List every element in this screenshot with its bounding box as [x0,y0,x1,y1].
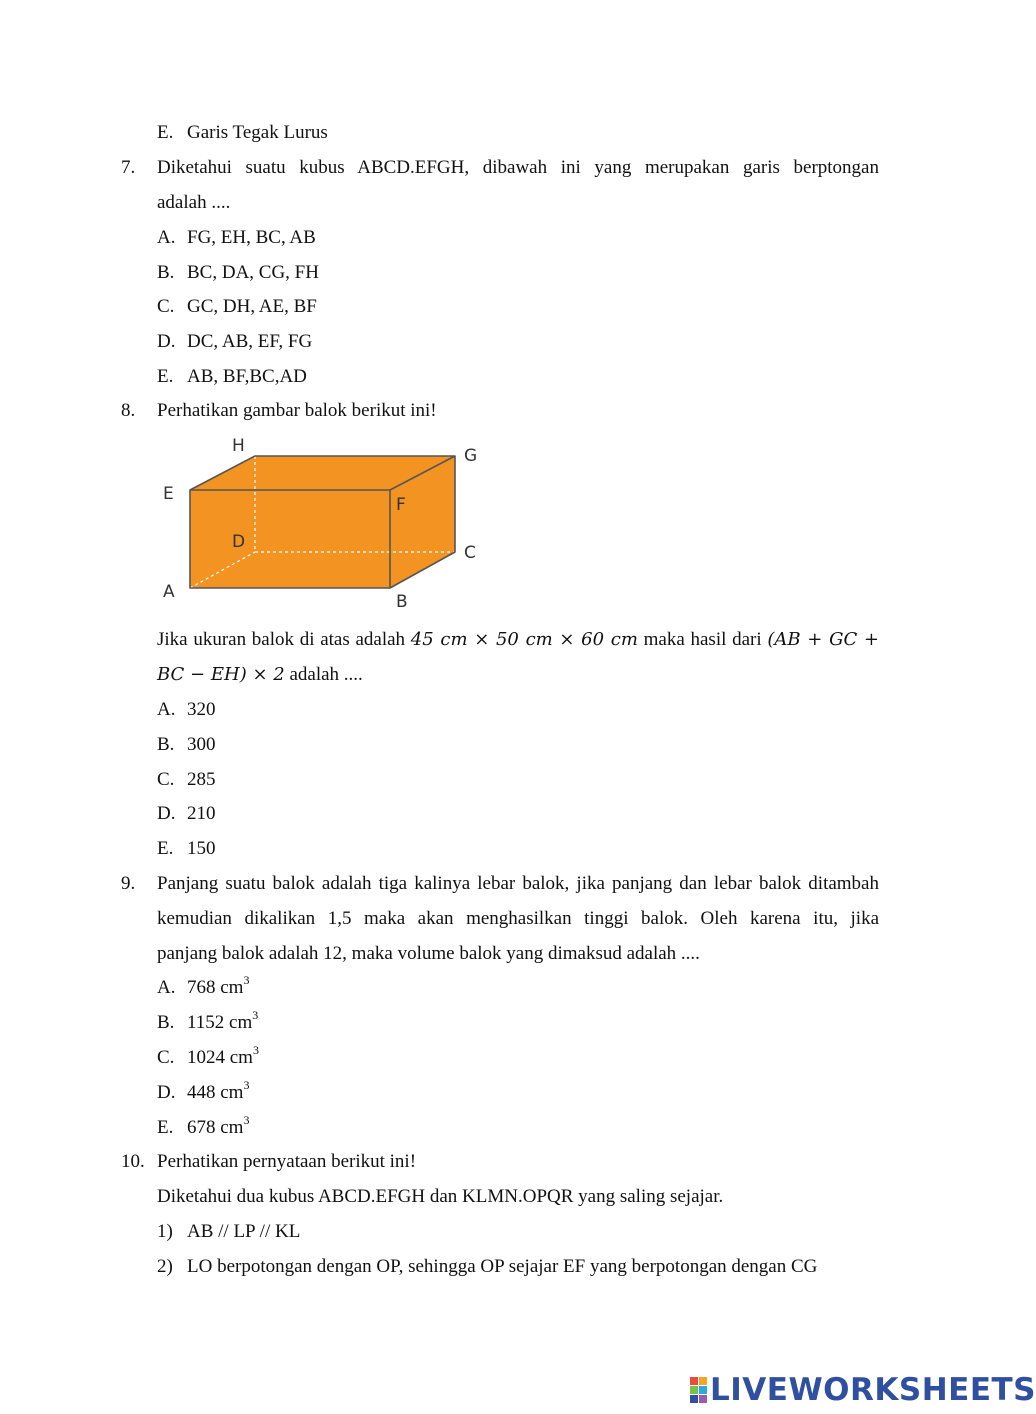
option-value: 448 [187,1082,216,1103]
option-text [187,1112,250,1140]
option-text [187,1077,250,1105]
option-label: A. [157,699,176,720]
option-label: A. [157,977,176,998]
question-number: 10. [121,1151,145,1172]
option-text [187,1007,259,1035]
option-text: 320 [187,699,216,720]
option-label: D. [157,1082,176,1103]
q8-problem-line1 [0,628,1000,652]
option-value: 1024 [187,1047,225,1068]
option-text: 150 [187,838,216,859]
option-label: E. [157,122,174,143]
q7-option-a [0,226,1000,250]
option-label: B. [157,262,175,283]
option-value: 768 [187,977,216,998]
option-value: 1152 [187,1012,225,1033]
logo-blocks-icon [690,1377,707,1403]
q9-option-b [0,1007,1000,1035]
problem-dimensions: 45 cm × 50 cm × 60 cm [410,629,638,650]
question-text: panjang balok adalah 12, maka volume balok yang dimaksud adalah .... [157,943,700,964]
statement-label: 1) [157,1221,173,1242]
option-text: AB, BF,BC,AD [187,366,307,387]
option-unit-power: 3 [243,972,250,987]
problem-text [157,663,363,687]
logo-block [690,1377,698,1385]
statement-text: LO berpotongan dengan OP, sehingga OP sejajar EF yang berpotongan dengan CG [187,1256,818,1277]
q9-stem-line2 [0,907,1000,931]
option-label: B. [157,1012,175,1033]
option-label: C. [157,1047,175,1068]
option-text: DC, AB, EF, FG [187,331,313,352]
q10-statement-1 [0,1220,1000,1244]
option-text: BC, DA, CG, FH [187,262,319,283]
vertex-label-h: H [232,436,245,456]
q7-option-d [0,330,1000,354]
option-unit-power: 3 [243,1112,250,1127]
q8-option-b [0,733,1000,757]
q9-option-d [0,1077,1000,1105]
option-unit: cm [220,1117,244,1138]
vertex-label-g: G [464,446,478,466]
q9-option-c [0,1042,1000,1070]
option-text: 285 [187,769,216,790]
option-text [187,972,250,1000]
option-unit-power: 3 [252,1042,259,1057]
statement-text: AB // LP // KL [187,1221,301,1242]
question-text: Diketahui suatu kubus ABCD.EFGH, dibawah ini yang merupakan garis berptongan [157,157,879,178]
option-text: Garis Tegak Lurus [187,122,328,143]
option-label: E. [157,366,174,387]
q7-option-b [0,261,1000,285]
problem-expression-part2: BC − EH) × 2 [157,664,285,685]
option-label: B. [157,734,175,755]
option-label: D. [157,331,176,352]
q10-statement-2 [0,1255,1000,1279]
q8-option-a [0,698,1000,722]
q7-stem-line2 [0,191,1000,215]
q8-option-c [0,768,1000,792]
problem-expression-part1: (AB + GC + [767,629,879,650]
q9-stem-line3 [0,942,1000,966]
option-text: 210 [187,803,216,824]
option-text: FG, EH, BC, AB [187,227,316,248]
question-text: Perhatikan gambar balok berikut ini! [157,400,437,421]
question-number: 7. [121,157,136,178]
logo-block [690,1386,698,1394]
q9-option-e [0,1112,1000,1140]
question-intro: Diketahui dua kubus ABCD.EFGH dan KLMN.OPQR yang saling sejajar. [157,1186,724,1207]
vertex-label-c: C [464,543,476,563]
option-label: E. [157,1117,174,1138]
logo-text: LIVEWORKSHEETS [710,1372,1036,1408]
q8-problem-line2 [0,663,1000,687]
option-label: D. [157,803,176,824]
option-label: E. [157,838,174,859]
q10-stem [0,1150,1000,1174]
option-text [187,1042,259,1070]
question-number: 9. [121,873,136,894]
q10-intro [0,1185,1000,1209]
option-text: GC, DH, AE, BF [187,296,317,317]
q7-option-c [0,295,1000,319]
option-unit-power: 3 [252,1007,259,1022]
logo-block [690,1395,698,1403]
logo-block [699,1395,707,1403]
logo-block [699,1386,707,1394]
q8-stem [0,399,1000,423]
q8-option-e [0,837,1000,861]
problem-suffix: adalah .... [284,664,363,685]
option-unit: cm [229,1047,253,1068]
question-text: kemudian dikalikan 1,5 maka akan menghasilkan tinggi balok. Oleh karena itu, jika [157,908,879,929]
cuboid-front-face [190,490,390,588]
option-label: A. [157,227,176,248]
logo-block [699,1377,707,1385]
option-unit-power: 3 [243,1077,250,1092]
option-unit: cm [229,1012,253,1033]
q9-option-a [0,972,1000,1000]
option-unit: cm [220,1082,244,1103]
cuboid-figure [150,430,490,615]
q6-option-e [0,121,1000,145]
vertex-label-f: F [396,495,406,515]
option-unit: cm [220,977,244,998]
problem-middle: maka hasil dari [637,629,768,650]
q7-option-e [0,365,1000,389]
question-text: adalah .... [157,192,231,213]
q8-option-d [0,802,1000,826]
question-text: Perhatikan pernyataan berikut ini! [157,1151,417,1172]
q7-stem-line1 [0,156,1000,180]
option-value: 678 [187,1117,216,1138]
question-text: Panjang suatu balok adalah tiga kalinya lebar balok, jika panjang dan lebar balok ditambah [157,873,879,894]
option-text: 300 [187,734,216,755]
problem-text [157,628,879,652]
problem-prefix: Jika ukuran balok di atas adalah [157,629,411,650]
statement-label: 2) [157,1256,173,1277]
vertex-label-d: D [232,532,246,552]
q9-stem-line1 [0,872,1000,896]
vertex-label-e: E [163,484,174,504]
question-number: 8. [121,400,136,421]
liveworksheets-logo[interactable] [690,1372,1036,1408]
option-label: C. [157,769,175,790]
vertex-label-a: A [163,582,175,602]
vertex-label-b: B [396,592,408,612]
option-label: C. [157,296,175,317]
